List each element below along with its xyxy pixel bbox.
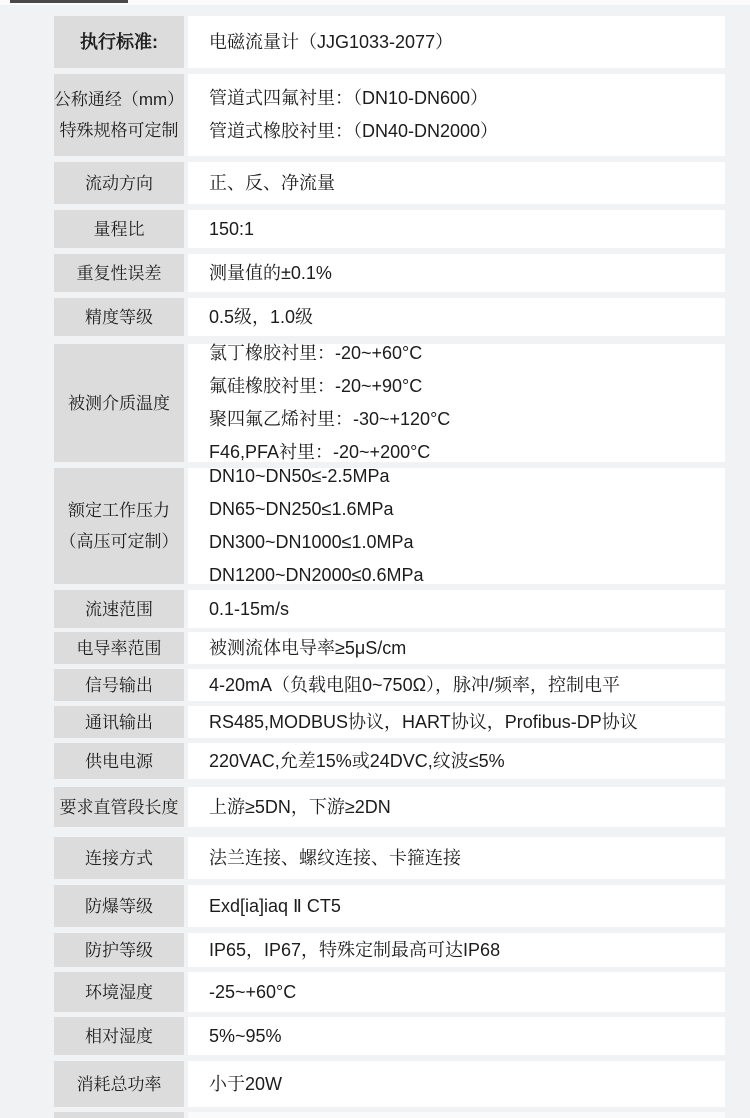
- spec-value-line: 聚四氟乙烯衬里：-30~+120°C: [209, 409, 451, 429]
- table-row: [54, 837, 725, 879]
- spec-value-line: 被测流体电导率≥5μS/cm: [209, 637, 407, 658]
- table-row: [54, 298, 725, 336]
- spec-value-line: -25~+60°C: [209, 981, 297, 1002]
- spec-value-cell: [188, 468, 725, 584]
- table-row: [54, 885, 725, 927]
- spec-label-cell: [54, 210, 184, 248]
- spec-label-cell: [54, 837, 184, 879]
- spec-value-line: DN300~DN1000≤1.0MPa: [209, 532, 414, 552]
- spec-value-line: 管道式橡胶衬里：（DN40-DN2000）: [209, 121, 499, 141]
- table-row: [54, 669, 725, 701]
- spec-label-line: 相对湿度: [85, 1026, 153, 1046]
- spec-value-line: 0.5级，1.0级: [209, 306, 314, 327]
- table-row: [54, 1017, 725, 1055]
- table-row: [54, 632, 725, 664]
- spec-label-cell: [54, 933, 184, 967]
- spec-value-line: 220VAC,允差15%或24DVC,纹波≤5%: [209, 750, 505, 771]
- spec-value-line: 上游≥5DN，下游≥2DN: [209, 796, 391, 817]
- spec-value-line: 氯丁橡胶衬里：-20~+60°C: [209, 343, 423, 363]
- spec-value-line: 150:1: [209, 218, 255, 239]
- table-row: [54, 344, 725, 462]
- spec-label-cell: [54, 298, 184, 336]
- spec-label-line: 连接方式: [85, 848, 153, 868]
- spec-label-line: 流速范围: [85, 599, 153, 619]
- bottom-partial-row: [54, 1112, 725, 1118]
- spec-value-line: F46,PFA衬里：-20~+200°C: [209, 442, 431, 462]
- spec-label-line: 防护等级: [85, 940, 153, 960]
- spec-value-cell: [188, 933, 725, 967]
- spec-label-line: 信号输出: [85, 675, 153, 695]
- spec-value-line: Exd[ia]iaq Ⅱ CT5: [209, 895, 341, 916]
- table-row: [54, 972, 725, 1012]
- table-row: [54, 468, 725, 584]
- spec-value-line: DN10~DN50≤-2.5MPa: [209, 466, 390, 486]
- spec-value-cell: [188, 162, 725, 204]
- table-row: [54, 787, 725, 827]
- spec-value-cell: [188, 706, 725, 738]
- spec-value-line: 电磁流量计（JJG1033-2077）: [209, 31, 454, 52]
- top-edge-artifact: [10, 0, 128, 3]
- spec-value-cell: [188, 210, 725, 248]
- spec-value-cell: [188, 298, 725, 336]
- spec-label-cell: [54, 74, 184, 156]
- spec-table: [54, 16, 725, 1112]
- spec-value-cell: [188, 74, 725, 156]
- spec-label-cell: [54, 972, 184, 1012]
- spec-value-cell: [188, 885, 725, 927]
- table-row: [54, 162, 725, 204]
- spec-label-cell: [54, 885, 184, 927]
- table-row: [54, 590, 725, 628]
- spec-value-cell: [188, 590, 725, 628]
- spec-value-line: 氟硅橡胶衬里：-20~+90°C: [209, 376, 423, 396]
- bottom-partial-value-cell: [188, 1112, 725, 1118]
- spec-value-line: 小于20W: [209, 1073, 283, 1094]
- spec-value-line: 正、反、净流量: [209, 172, 335, 193]
- spec-value-cell: [188, 743, 725, 779]
- spec-label-cell: [54, 1061, 184, 1107]
- spec-value-cell: [188, 669, 725, 701]
- spec-value-cell: [188, 837, 725, 879]
- spec-label-line: 特殊规格可定制: [59, 121, 179, 140]
- table-row: [54, 1061, 725, 1107]
- spec-label-cell: [54, 162, 184, 204]
- spec-label-cell: [54, 743, 184, 779]
- spec-label-line: 被测介质温度: [68, 393, 170, 413]
- spec-label-line: 电导率范围: [76, 638, 162, 658]
- table-row: [54, 210, 725, 248]
- spec-label-line: 要求直管段长度: [59, 797, 179, 817]
- spec-label-cell: [54, 590, 184, 628]
- table-row: [54, 254, 725, 292]
- spec-label-line: 精度等级: [85, 307, 153, 327]
- spec-value-line: 测量值的±0.1%: [209, 262, 332, 283]
- table-row: [54, 16, 725, 68]
- spec-label-line: 量程比: [93, 219, 145, 239]
- spec-label-line: 供电电源: [85, 751, 153, 771]
- table-row: [54, 933, 725, 967]
- spec-label-line: 流动方向: [85, 173, 153, 193]
- spec-label-line: 额定工作压力: [68, 501, 170, 520]
- spec-label-line: 环境湿度: [85, 982, 153, 1002]
- spec-value-cell: [188, 254, 725, 292]
- spec-value-cell: [188, 632, 725, 664]
- spec-label-cell: [54, 632, 184, 664]
- table-row: [54, 706, 725, 738]
- spec-value-cell: [188, 16, 725, 68]
- spec-value-cell: [188, 1017, 725, 1055]
- spec-label-cell: [54, 787, 184, 827]
- spec-value-line: 管道式四氟衬里：（DN10-DN600）: [209, 88, 489, 108]
- spec-label-cell: [54, 706, 184, 738]
- spec-label-line: （高压可定制）: [59, 532, 179, 551]
- spec-label-line: 消耗总功率: [76, 1074, 162, 1094]
- spec-label-line: 防爆等级: [85, 896, 153, 916]
- table-row: [54, 743, 725, 779]
- spec-value-cell: [188, 344, 725, 462]
- spec-value-line: 0.1-15m/s: [209, 598, 290, 619]
- spec-label-cell: [54, 468, 184, 584]
- spec-value-line: DN65~DN250≤1.6MPa: [209, 499, 394, 519]
- spec-label-cell: [54, 344, 184, 462]
- spec-label-line: 重复性误差: [76, 263, 162, 283]
- spec-value-cell: [188, 787, 725, 827]
- spec-value-line: IP65，IP67，特殊定制最高可达IP68: [209, 939, 501, 960]
- table-row: [54, 74, 725, 156]
- spec-label-line: 公称通经（mm）: [53, 90, 185, 109]
- spec-label-cell: [54, 16, 184, 68]
- spec-value-line: 法兰连接、螺纹连接、卡箍连接: [209, 847, 461, 868]
- spec-label-cell: [54, 669, 184, 701]
- spec-value-line: DN1200~DN2000≤0.6MPa: [209, 565, 424, 585]
- bottom-partial-label-cell: [54, 1112, 184, 1118]
- spec-value-cell: [188, 1061, 725, 1107]
- spec-label-line: 通讯输出: [85, 712, 153, 732]
- spec-label-cell: [54, 254, 184, 292]
- spec-value-line: RS485,MODBUS协议，HART协议，Profibus-DP协议: [209, 711, 638, 732]
- spec-label-cell: [54, 1017, 184, 1055]
- spec-value-line: 5%~95%: [209, 1025, 282, 1046]
- spec-label-line: 执行标准:: [80, 31, 158, 52]
- spec-value-cell: [188, 972, 725, 1012]
- spec-value-line: 4-20mA（负载电阻0~750Ω），脉冲/频率，控制电平: [209, 674, 621, 695]
